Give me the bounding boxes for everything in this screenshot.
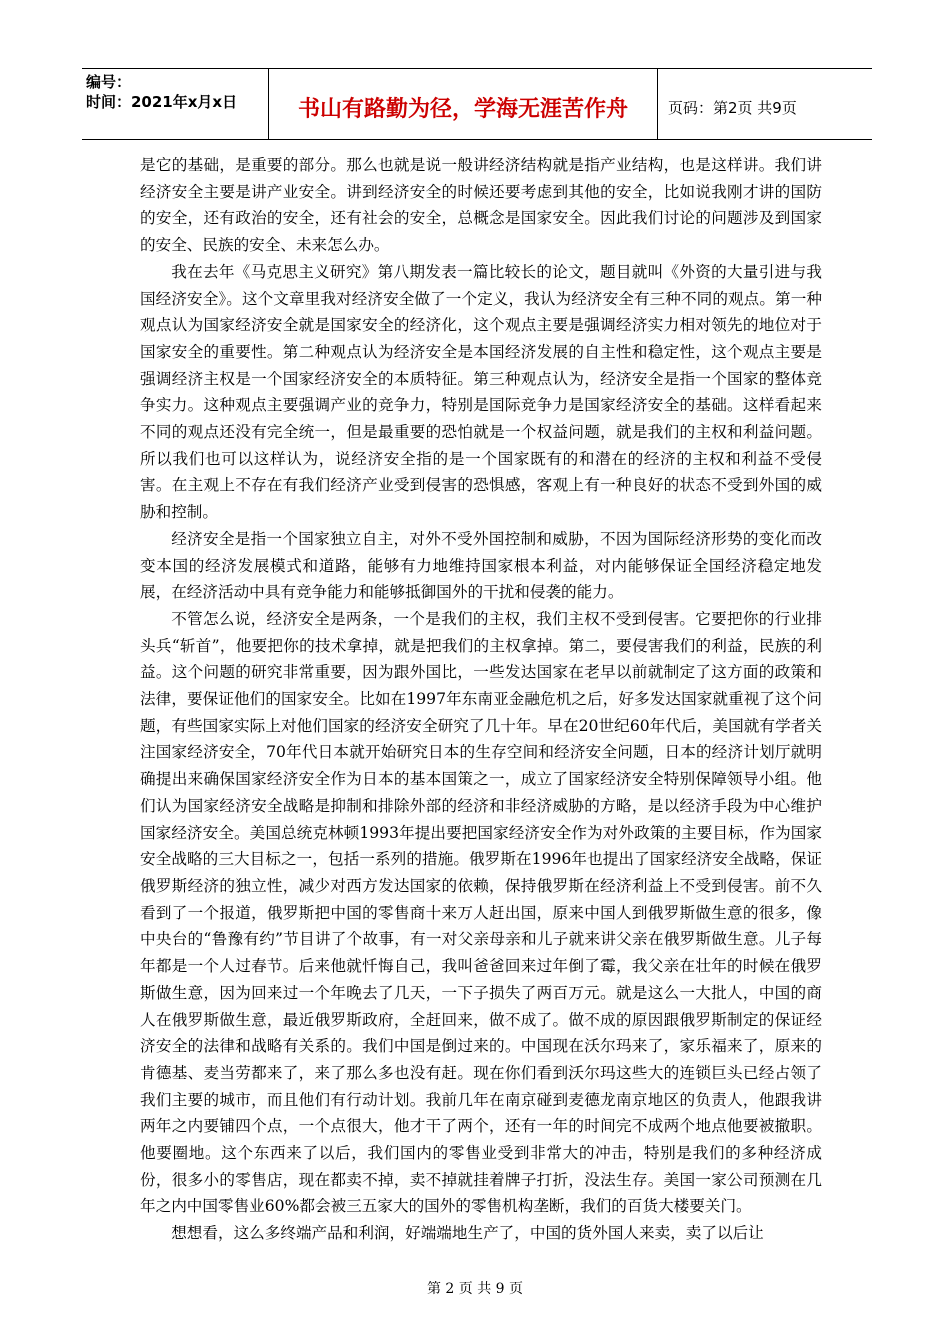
paragraph-2: 我在去年《马克思主义研究》第八期发表一篇比较长的论文，题目就叫《外资的大量引进与我国经济安全》。这个文章里我对经济安全做了一个定义，我认为经济安全有三种不同的观点。第一种观点认为国家经济安全就是国家安全的经济化，这个观点主要是强调经济实力相对领先的地位对于国家安全的重要性。第二种观点认为经济安全是本国经济发展的自主性和稳定性，这个观点主要是强调经济主权是一个国家经济安全的本质特征。第三种观点认为，经济安全是指一个国家的整体竞争实力。这种观点主要强调产业的竞争力，特别是国际竞争力是国家经济安全的基础。这样看起来不同的观点还没有完全统一，但是最重要的恐怕就是一个权益问题，就是我们的主权和利益问题。所以我们也可以这样认为，说经济安全指的是一个国家既有的和潜在的经济的主权和利益不受侵害。在主观上不存在有我们经济产业受到侵害的恐惧感，客观上有一种良好的状态不受到外国的威胁和控制。 bbox=[140, 262, 822, 522]
header-motto: 书山有路勤为径，学海无涯苦作舟 bbox=[268, 69, 658, 139]
document-date-label: 时间：2021年x月x日 bbox=[86, 93, 238, 111]
page-header bbox=[82, 68, 872, 140]
paragraph-4: 不管怎么说，经济安全是两条，一个是我们的主权，我们主权不受到侵害。它要把你的行业排头兵“斩首”，他要把你的技术拿掉，就是把我们的主权拿掉。第二，要侵害我们的利益，民族的利益。这个问题的研究非常重要，因为跟外国比，一些发达国家在老早以前就制定了这方面的政策和法律，要保证他们的国家安全。比如在1997年东南亚金融危机之后，好多发达国家就重视了这个问题，有些国家实际上对他们国家的经济安全研究了几十年。早在20世纪60年代后，美国就有学者关注国家经济安全，70年代日本就开始研究日本的生存空间和经济安全问题，日本的经济计划厅就明确提出来确保国家经济安全作为日本的基本国策之一，成立了国家经济安全特别保障领导小组。他们认为国家经济安全战略是抑制和排除外部的经济和非经济威胁的方略，是以经济手段为中心维护国家经济安全。美国总统克林顿1993年提出要把国家经济安全作为对外政策的主要目标，作为国家安全战略的三大目标之一，包括一系列的措施。俄罗斯在1996年也提出了国家经济安全战略，保证俄罗斯经济的独立性，减少对西方发达国家的依赖，保持俄罗斯在经济利益上不受到侵害。前不久看到了一个报道，俄罗斯把中国的零售商十来万人赶出国，原来中国人到俄罗斯做生意的很多，像中央台的“鲁豫有约”节目讲了个故事，有一对父亲母亲和儿子就来讲父亲在俄罗斯做生意。儿子每年都是一个人过春节。后来他就忏悔自己，我叫爸爸回来过年倒了霉，我父亲在壮年的时候在俄罗斯做生意，因为回来过一个年晚去了几天，一下子损失了两百万元。就是这么一大批人，中国的商人在俄罗斯做生意，最近俄罗斯政府，全赶回来，做不成了。做不成的原因跟俄罗斯制定的保证经济安全的法律和战略有关系的。我们中国是倒过来的。中国现在沃尔玛来了，家乐福来了，原来的肯德基、麦当劳都来了，来了那么多也没有赶。现在你们看到沃尔玛这些大的连锁巨头已经占领了我们主要的城市，而且他们有行动计划。我前几年在南京碰到麦德龙南京地区的负责人，他跟我讲两年之内要铺四个点，一个点很大，他才干了两个，还有一年的时间完不成两个地点他要被撤职。他要圈地。这个东西来了以后，我们国内的零售业受到非常大的冲击，特别是我们的多种经济成份，很多小的零售店，现在都卖不掉，卖不掉就挂着牌子打折，没法生存。美国一家公司预测在几年之内中国零售业60%都会被三五家大的国外的零售机构垄断，我们的百货大楼要关门。 bbox=[140, 609, 822, 1216]
document-number-label: 编号： bbox=[86, 73, 132, 91]
page-footer: 第 2 页 共 9 页 bbox=[426, 1281, 524, 1297]
paragraph-5: 想想看，这么多终端产品和利润，好端端地生产了，中国的货外国人来卖，卖了以后让 bbox=[171, 1224, 764, 1243]
document-body bbox=[140, 152, 822, 1247]
header-page-info: 页码：第2页 共9页 bbox=[668, 98, 797, 117]
paragraph-3: 经济安全是指一个国家独立自主，对外不受外国控制和威胁，不因为国际经济形势的变化而改变本国的经济发展模式和道路，能够有力地维持国家根本利益，对内能够保证全国经济稳定地发展，在经济活动中具有竞争能力和能够抵御国外的干扰和侵袭的能力。 bbox=[140, 529, 822, 602]
header-meta bbox=[82, 69, 268, 139]
paragraph-1: 是它的基础，是重要的部分。那么也就是说一般讲经济结构就是指产业结构，也是这样讲。我们讲经济安全主要是讲产业安全。讲到经济安全的时候还要考虑到其他的安全，比如说我刚才讲的国防的安全，还有政治的安全，还有社会的安全，总概念是国家安全。因此我们讨论的问题涉及到国家的安全、民族的安全、未来怎么办。 bbox=[140, 156, 822, 255]
